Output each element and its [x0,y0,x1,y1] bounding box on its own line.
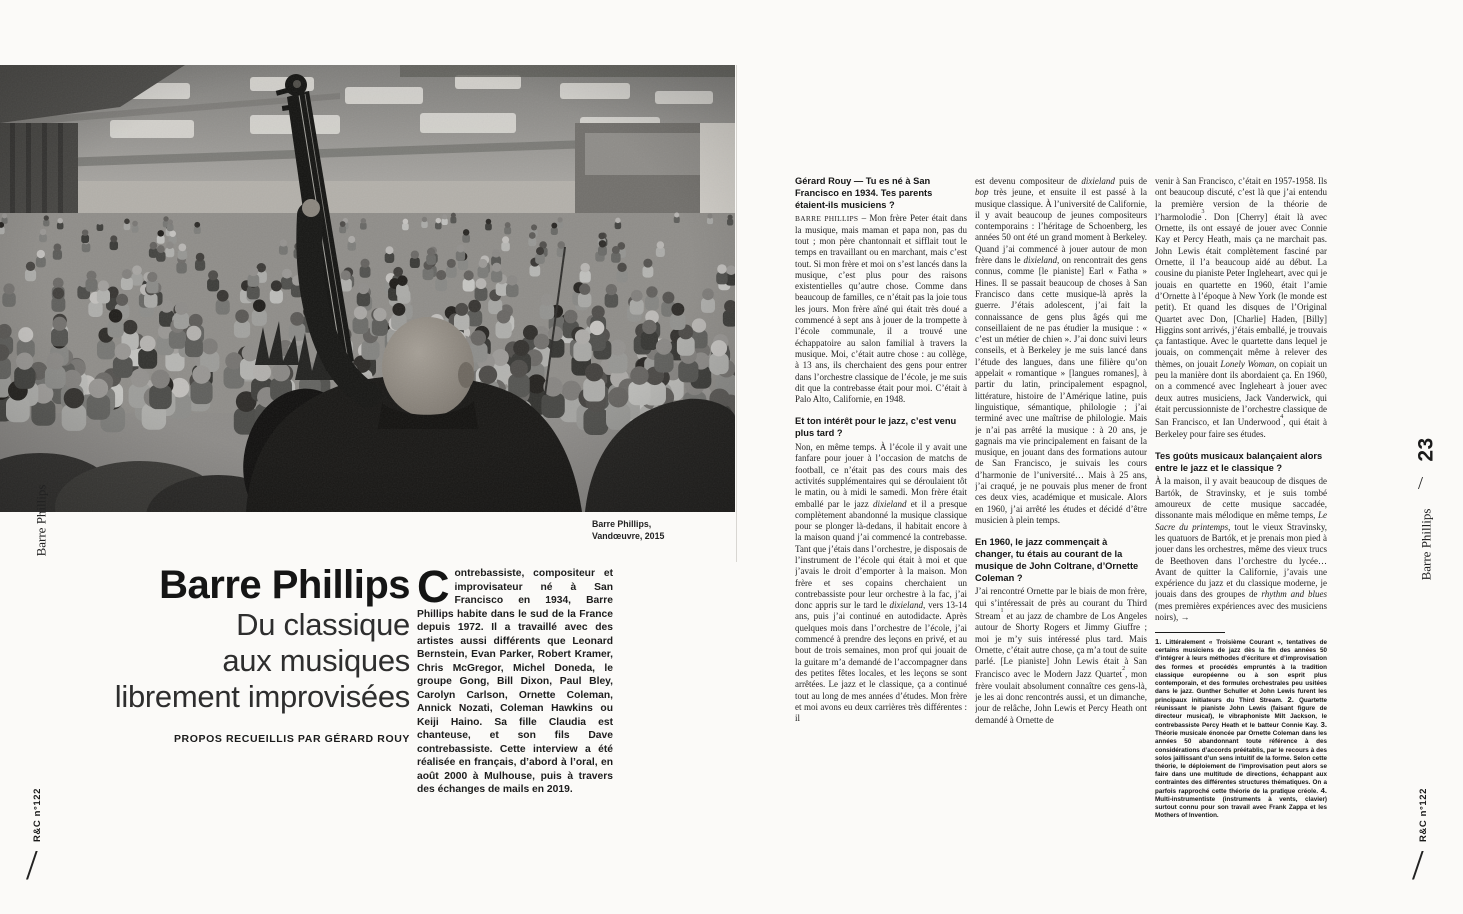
interview-column-2 [975,176,1147,862]
footnotes: 1. Littéralement « Troisième Courant », tentatives de certains musiciens de jazz dès la fin des années 50 d’intégrer à leurs méthodes d’écriture et d’improvisation des formes et procédés empruntés à la tradition classique européenne ou à son esprit plus contemporain, et des formules orchestrales peu usitées dans le jazz. Gunther Schuller et John Lewis furent les principaux initiateurs du Third Stream. 2. Quartette réunissant le pianiste John Lewis (faisant figure de directeur musical), le vibraphoniste Milt Jackson, le contrebassiste Percy Heath et le batteur Connie Kay. 3. Théorie musicale énoncée par Ornette Coleman dans les années 50 abandonnant toute référence à des considérations d’accords préétablis, par le recours à des solos jaillissant d’un sens intuitif de la forme. Selon cette théorie, le déploiement de l’improvisation peut alors se faire dans une multitude de directions, échappant aux contraintes des différentes structures thématiques. On a parfois rapproché cette théorie de la pratique créole. 4. Multi-instrumentiste (instruments à vents, clavier) surtout connu pour son travail avec Frank Zappa et les Mothers of Invention. [1155,637,1327,820]
interview-column-1 [795,176,967,862]
answer-paragraph: est devenu compositeur de dixieland puis de bop très jeune, et ensuite il est passé à la musique classique. À l’université de Californie, il y avait beaucoup de jeunes compositeurs contemporains : l’héritage de Schoenberg, les années 50 ont été un grand moment à Berkeley. Quand j’ai commencé à jouer autour de mon frère dans le dixieland, on rencontrait des gens connus, comme [le pianiste] Earl « Fatha » Hines. Il se passait beaucoup de choses à San Francisco dans cette musique-là après la guerre. J’étais adolescent, j’ai fait la connaissance de gens plus âgés qui me conseillaient de ne pas étudier la musique : « c’est un métier de chien ». J’ai donc suivi leurs conseils, et à Berkeley je me suis lancé dans l’étude des langues, dans une filière qu’on appelait « romantique » [langues romanes], à partir du latin, principalement espagnol, littérature, histoire de l’Amérique latine, puis linguistique, sémantique, philologie ; j’ai terminé avec une maîtrise de philologie. Mais je n’ai pas arrêté la musique : à 20 ans, je gagnais ma vie principalement en faisant de la musique, en jouant dans des formations autour de San Francisco, je suivais les cours d’harmonie de l’université… Mais à 25 ans, j’ai craqué, je ne pouvais plus mener de front ces deux vies, académique et musicale. Alors en 1960, j’ai arrêté les études et décidé d’être musicien à plein temps. [975,176,1147,525]
issue-label-left: R&C n°122 [32,787,44,843]
subtitle-line2: aux musiques [222,643,410,678]
concert-photo [0,65,735,512]
question-heading: Tes goûts musicaux balançaient alors entre le jazz et le classique ? [1155,450,1323,473]
photo-caption-line2: Vandœuvre, 2015 [592,531,665,541]
question-heading: Gérard Rouy — Tu es né à San Francisco en 1934. Tes parents étaient-ils musiciens ? [795,176,933,210]
page-number: 23 [1414,436,1438,462]
subtitle-line1: Du classique [236,607,410,642]
answer-paragraph: venir à San Francisco, c’était en 1957-1958. Ils ont beaucoup discuté, c’est là que j’ai entendu la première version de la théorie de l’harmolodie$^3$. Don [Cherry] était là avec Ornette, ils ont essayé de jouer avec Connie Kay et Percy Heath, mais ça ne marchait pas. John Lewis était complètement fasciné par Ornette, il l’a beaucoup aidé au début. La cousine du pianiste Peter Ingleheart, avec qui je jouais en quartette en 1960, était l’amie d’Ornette à l’époque à New York (le monde est petit). Et quand les disques de l’Original Quartet avec Don, [Charlie] Haden, [Billy] Higgins sont arrivés, j’étais emballé, je trouvais ça fantastique. Avec le quartette dans lequel je jouais, on commençait même à relever des thèmes, on jouait Lonely Woman, on copiait un peu la manière dont ils abordaient ça. En 1960, on a commencé avec Ingleheart à jouer avec deux autres musiciens, Jack Vanderwick, qui était percussionniste de l’orchestre classique de San Francisco, et Ian Underwood$^4$, qui était à Berkeley pour faire ses études. [1155,176,1327,439]
photo-caption-line1: Barre Phillips, [592,519,652,529]
answer-paragraph: BARRE PHILLIPS – Mon frère Peter était dans la musique, mais maman et papa non, pas du tout ; mon père chantonnait et sifflait tout le temps en travaillant ou en marchant, mais c’est tout. Si mon frère et moi on s’est lancés dans la musique, c’est plus pour des raisons existentielles qu’autre chose. Comme dans beaucoup de familles, ce n’était pas la joie tous les jours. Mon frère aîné qui était très doué a commencé à sept ans à jouer de la trompette à l’école communale, il a trouvé une échappatoire au salon familial à travers la musique. Moi, c’était autre chose : au collège, à 13 ans, ils cherchaient des gens pour entrer dans l’orchestre classique de l’école, je me suis dit que la contrebasse était pour moi. C’était à Palo Alto, Californie, en 1948. [795,213,967,405]
answer-paragraph: À la maison, il y avait beaucoup de disques de Bartók, de Stravinsky, et je suis tombé amoureux de cette musique saccadée, dissonante mais mélodique en même temps, Le Sacre du printemps, tout le vieux Stravinsky, les quatuors de Bartók, et je prenais mon pied à jouer dans les orchestres, même des vieux trucs de Beethoven dans l’orchestre du lycée… Avant de quitter la Californie, j’avais une expérience du jazz et du classique moderne, je jouais dans des groupes de rhythm and blues (mes premières expériences avec des musiciens noirs), → [1155,476,1327,622]
article-subtitle [60,607,410,715]
issue-label-right: R&C n°122 [1418,787,1430,843]
spine-title-left: Barre Phillips [33,484,49,556]
intro-dropcap: C [417,561,450,612]
byline: PROPOS RECUEILLIS PAR GÉRARD ROUY [173,733,410,745]
margin-slash-right: / [1418,473,1424,493]
photo-caption [592,518,722,542]
spine-title-right: Barre Phillips [1418,508,1434,580]
concert-photo-illustration [0,65,735,512]
footnote-rule [1155,632,1225,633]
page-fold-line [736,65,737,562]
question-heading: En 1960, le jazz commençait à changer, tu étais au courant de la musique de John Coltrane, d’Ornette Coleman ? [975,537,1139,583]
question-heading: Et ton intérêt pour le jazz, c’est venu plus tard ? [795,416,957,439]
title-block [60,563,410,746]
subtitle-line3: librement improvisées [114,679,410,714]
corner-slash-bottom-left: / [26,843,38,889]
article-title: Barre Phillips [159,563,410,607]
intro-paragraph [417,561,613,797]
corner-slash-bottom-right: / [1412,843,1424,889]
interview-column-3 [1155,176,1327,862]
intro-text: ontrebassiste, compositeur et improvisateur né à San Francisco en 1934, Barre Phillips habite dans le sud de la France depuis 1972. Il a travaillé avec des artistes aussi différents que Leonard Bernstein, Evan Parker, Robert Kramer, Chris McGregor, Michel Doneda, le groupe Gong, Bill Dixon, Paul Bley, Carolyn Carlson, Ornette Coleman, Annick Nozati, Coleman Hawkins ou Keiji Haino. Sa fille Claudia est chanteuse, et son fils Dave contrebassiste. Cette interview a été réalisée en français, d’abord à l’oral, en août 2000 à Mulhouse, puis à travers des échanges de mails en 2019. [417,568,613,795]
answer-paragraph: J’ai rencontré Ornette par le biais de mon frère, qui s’intéressait de près au courant du Third Stream$^1$ et au jazz de chambre de Los Angeles autour de Shorty Rogers et Jimmy Giuffre ; moi je m’y suis intéressé plus tard. Mais Ornette, c’était autre chose, ça m’a tout de suite parlé. [Le pianiste] John Lewis était à San Francisco avec le Modern Jazz Quartet$^2$, mon frère voulait absolument connaître ces gens-là, je les ai donc rencontrés aussi, et un dimanche, jour de relâche, John Lewis et Percy Heath ont demandé à Ornette de [975,586,1147,725]
answer-paragraph: Non, en même temps. À l’école il y avait une fanfare pour jouer à l’occasion de matchs de football, ce n’était pas des cours mais des activités supplémentaires qui se déroulaient tôt le matin, ou à midi le samedi. Mon frère était emballé par le jazz dixieland et il a presque complètement abandonné la musique classique pour se plonger là-dedans, il habitait encore à la maison quand j’ai commencé la contrebasse. Tant que j’étais dans l’orchestre, je disposais de l’instrument de l’école qui était à moi et que j’avais le droit d’emporter à la maison. Mon frère et ses copains cherchaient un contrebassiste pour leur orchestre à la fac, j’ai donc appris sur le tard le dixieland, vers 13-14 ans, puis j’ai continué en autodidacte. Après quelques mois dans l’orchestre de l’école, j’ai commencé à prendre des leçons en privé, et au bout de trois semaines, mon prof qui jouait de la guitare m’a demandé de l’accompagner dans des petites fêtes locales, et les leçons se sont arrêtées. Le jazz et le classique, ça a continué tout au long de mes années d’études. Mon frère et moi avons eu deux carrières très différentes : il [795,442,967,724]
